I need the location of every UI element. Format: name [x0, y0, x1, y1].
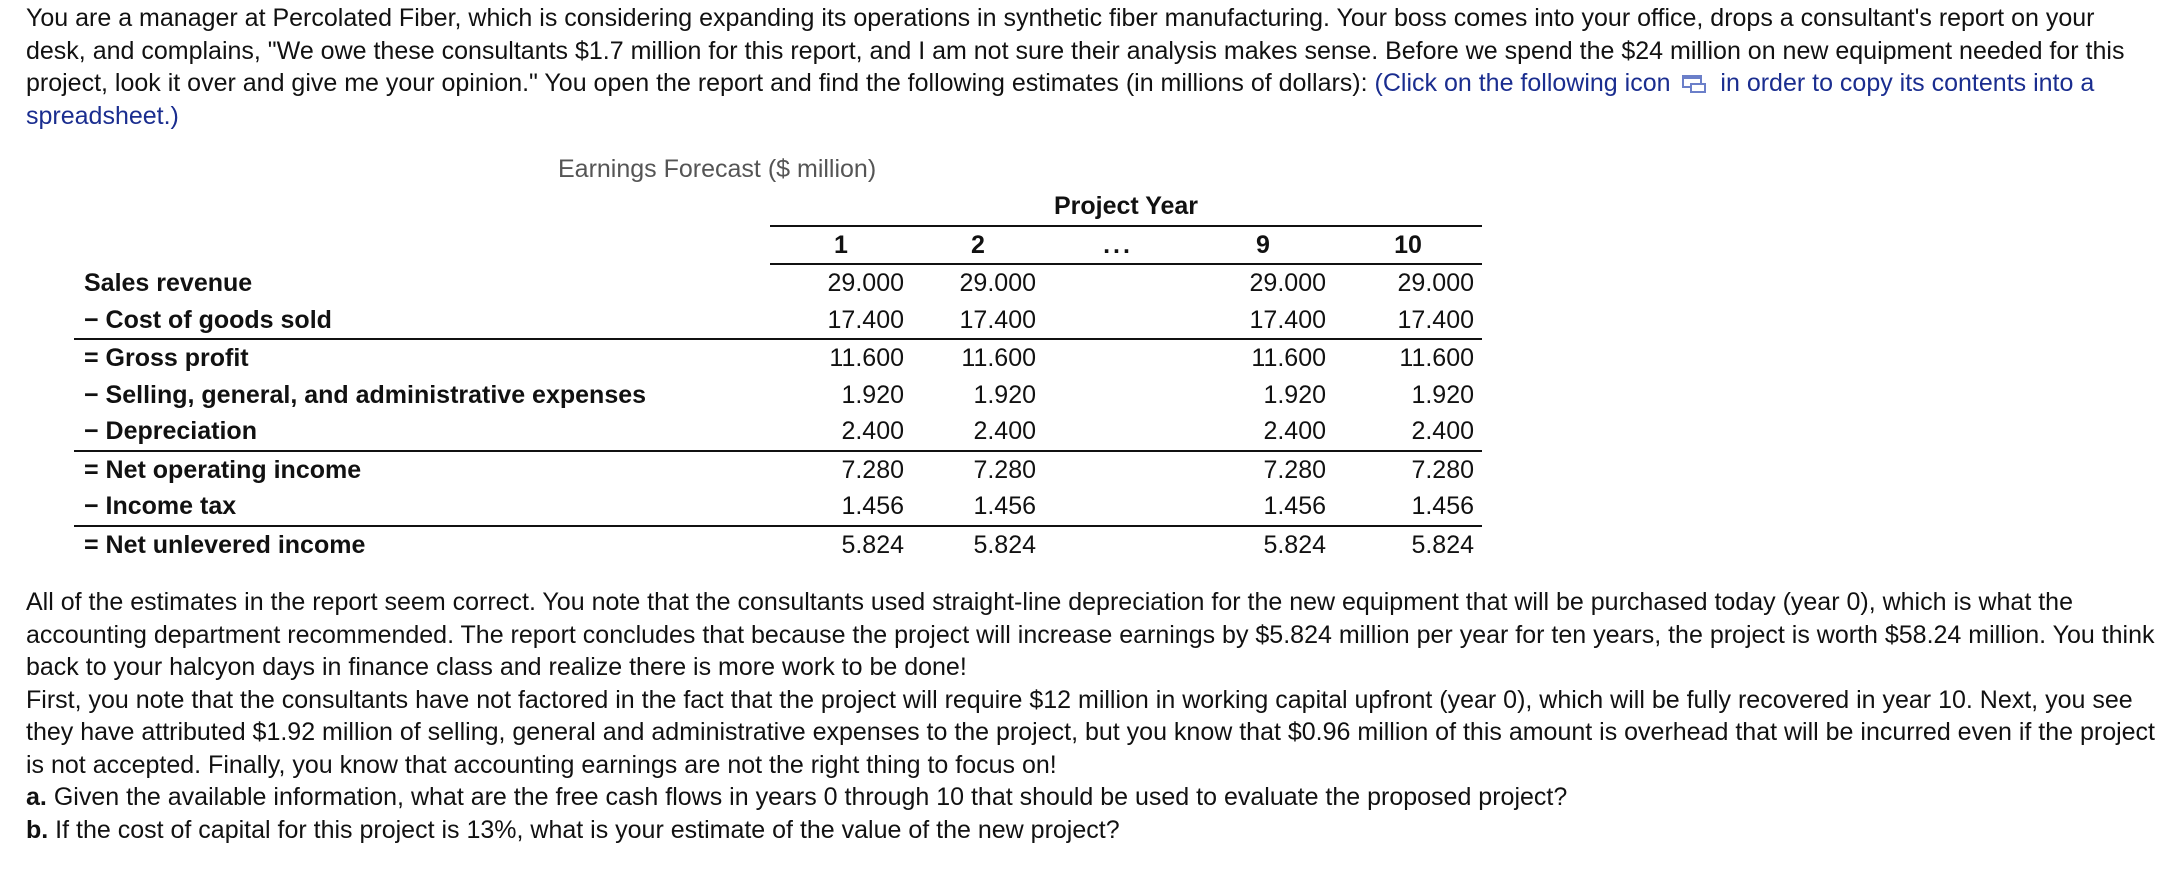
table-cell: 5.824 [1334, 526, 1482, 564]
question-b [26, 814, 2166, 847]
table-cell: 2.400 [841, 417, 904, 446]
table-cell: 29.000 [959, 269, 1036, 298]
table-cell: 7.280 [912, 451, 1044, 489]
table-cell: 2.400 [973, 417, 1036, 446]
table-cell: 2.400 [1411, 417, 1474, 446]
year-header: 9 [1192, 226, 1334, 265]
copy-instructions-before: (Click on the following icon [1374, 69, 1671, 97]
table-caption: Earnings Forecast ($ million) [558, 155, 877, 183]
row-label: = Gross profit [74, 339, 696, 377]
table-cell: 5.824 [1192, 526, 1334, 564]
year-header-row [74, 226, 1482, 265]
row-label: = Net operating income [74, 451, 696, 489]
question-b-label: b. [26, 815, 49, 844]
table-cell: 1.920 [841, 380, 904, 409]
problem-intro [26, 2, 2156, 132]
table-cell: 17.400 [1249, 305, 1326, 334]
table-cell: 7.280 [1334, 451, 1482, 489]
table-cell: 29.000 [827, 269, 904, 298]
project-year-header: Project Year [770, 188, 1482, 226]
table-cell: 5.824 [770, 526, 912, 564]
year-header: 10 [1334, 226, 1482, 265]
table-cell: 29.000 [1397, 269, 1474, 298]
question-a-label: a. [26, 783, 47, 811]
table-cell: 2.400 [1263, 417, 1326, 446]
table-cell: 1.920 [1263, 380, 1326, 409]
row-label: − Selling, general, and administrative expenses [84, 380, 647, 409]
intro-text: You are a manager at Percolated Fiber, which is considering expanding its operations in synthetic fiber manufacturing. Your boss comes into your office, drops a consultant's report on your desk, and complains, "We owe these consultants $1.7 million for this report, and I am not sure their analysis makes sense. Before we spend the $24 million on new equipment needed for this project, look it over and give me your opinion." You open the report and find the following estimates (in millions of dollars): [26, 4, 2125, 97]
table-row [74, 488, 1482, 526]
table-cell: 11.600 [1192, 339, 1334, 377]
table-row [74, 264, 1482, 302]
table-row [74, 302, 1482, 340]
question-a [26, 781, 2166, 814]
spreadsheet-copy-icon[interactable] [1681, 70, 1709, 92]
table-cell: 17.400 [827, 305, 904, 334]
table-cell: 29.000 [1249, 269, 1326, 298]
row-label: Sales revenue [84, 268, 253, 297]
table-cell: 17.400 [1397, 305, 1474, 334]
table-cell: 1.456 [1263, 492, 1326, 521]
table-cell: 1.456 [841, 492, 904, 521]
table-cell: 7.280 [770, 451, 912, 489]
table-row [74, 526, 1482, 564]
table-row [74, 413, 1482, 451]
row-label: − Income tax [84, 492, 237, 521]
table-row [74, 451, 1482, 489]
table-cell: 11.600 [1334, 339, 1482, 377]
row-label: − Depreciation [84, 417, 257, 446]
row-label: = Net unlevered income [74, 526, 696, 564]
year-header: 2 [912, 226, 1044, 265]
table-cell: 1.920 [973, 380, 1036, 409]
earnings-forecast-table [74, 188, 1482, 563]
table-row [74, 377, 1482, 414]
table-cell: 17.400 [959, 305, 1036, 334]
paragraph-estimates: All of the estimates in the report seem correct. You note that the consultants used straight-line depreciation for the new equipment that will be purchased today (year 0), which is what the accounting department recommended. The report concludes that because the project will increase earnings by $5.824 million per year for ten years, the project is worth $58.24 million. You think back to your halcyon days in finance class and realize there is more work to be done! [26, 588, 2155, 681]
table-cell: 5.824 [912, 526, 1044, 564]
table-cell: 1.456 [1411, 492, 1474, 521]
row-label: − Cost of goods sold [84, 305, 332, 334]
year-ellipsis: ... [1044, 226, 1192, 265]
question-b-text: If the cost of capital for this project is 13%, what is your estimate of the value of the new project? [55, 815, 1120, 844]
paragraph-adjustments: First, you note that the consultants have not factored in the fact that the project will require $12 million in working capital upfront (year 0), which will be fully recovered in year 10. Next, you see they have attributed $1.92 million of selling, general and administrative expenses to the project, but you know that $0.96 million of this amount is overhead that will be incurred even if the project is not accepted. Finally, you know that accounting earnings are not the right thing to focus on! [26, 685, 2156, 779]
table-row [74, 339, 1482, 377]
question-a-text: Given the available information, what are the free cash flows in years 0 through 10 that should be used to evaluate the proposed project? [53, 783, 1568, 811]
copy-instructions-after: in order to copy its contents into a spreadsheet.) [26, 69, 2095, 130]
table-cell: 1.920 [1411, 380, 1474, 409]
table-cell: 11.600 [770, 339, 912, 377]
table-cell: 11.600 [912, 339, 1044, 377]
year-header: 1 [770, 226, 912, 265]
table-cell: 1.456 [973, 492, 1036, 521]
problem-body [26, 586, 2166, 846]
table-cell: 7.280 [1192, 451, 1334, 489]
